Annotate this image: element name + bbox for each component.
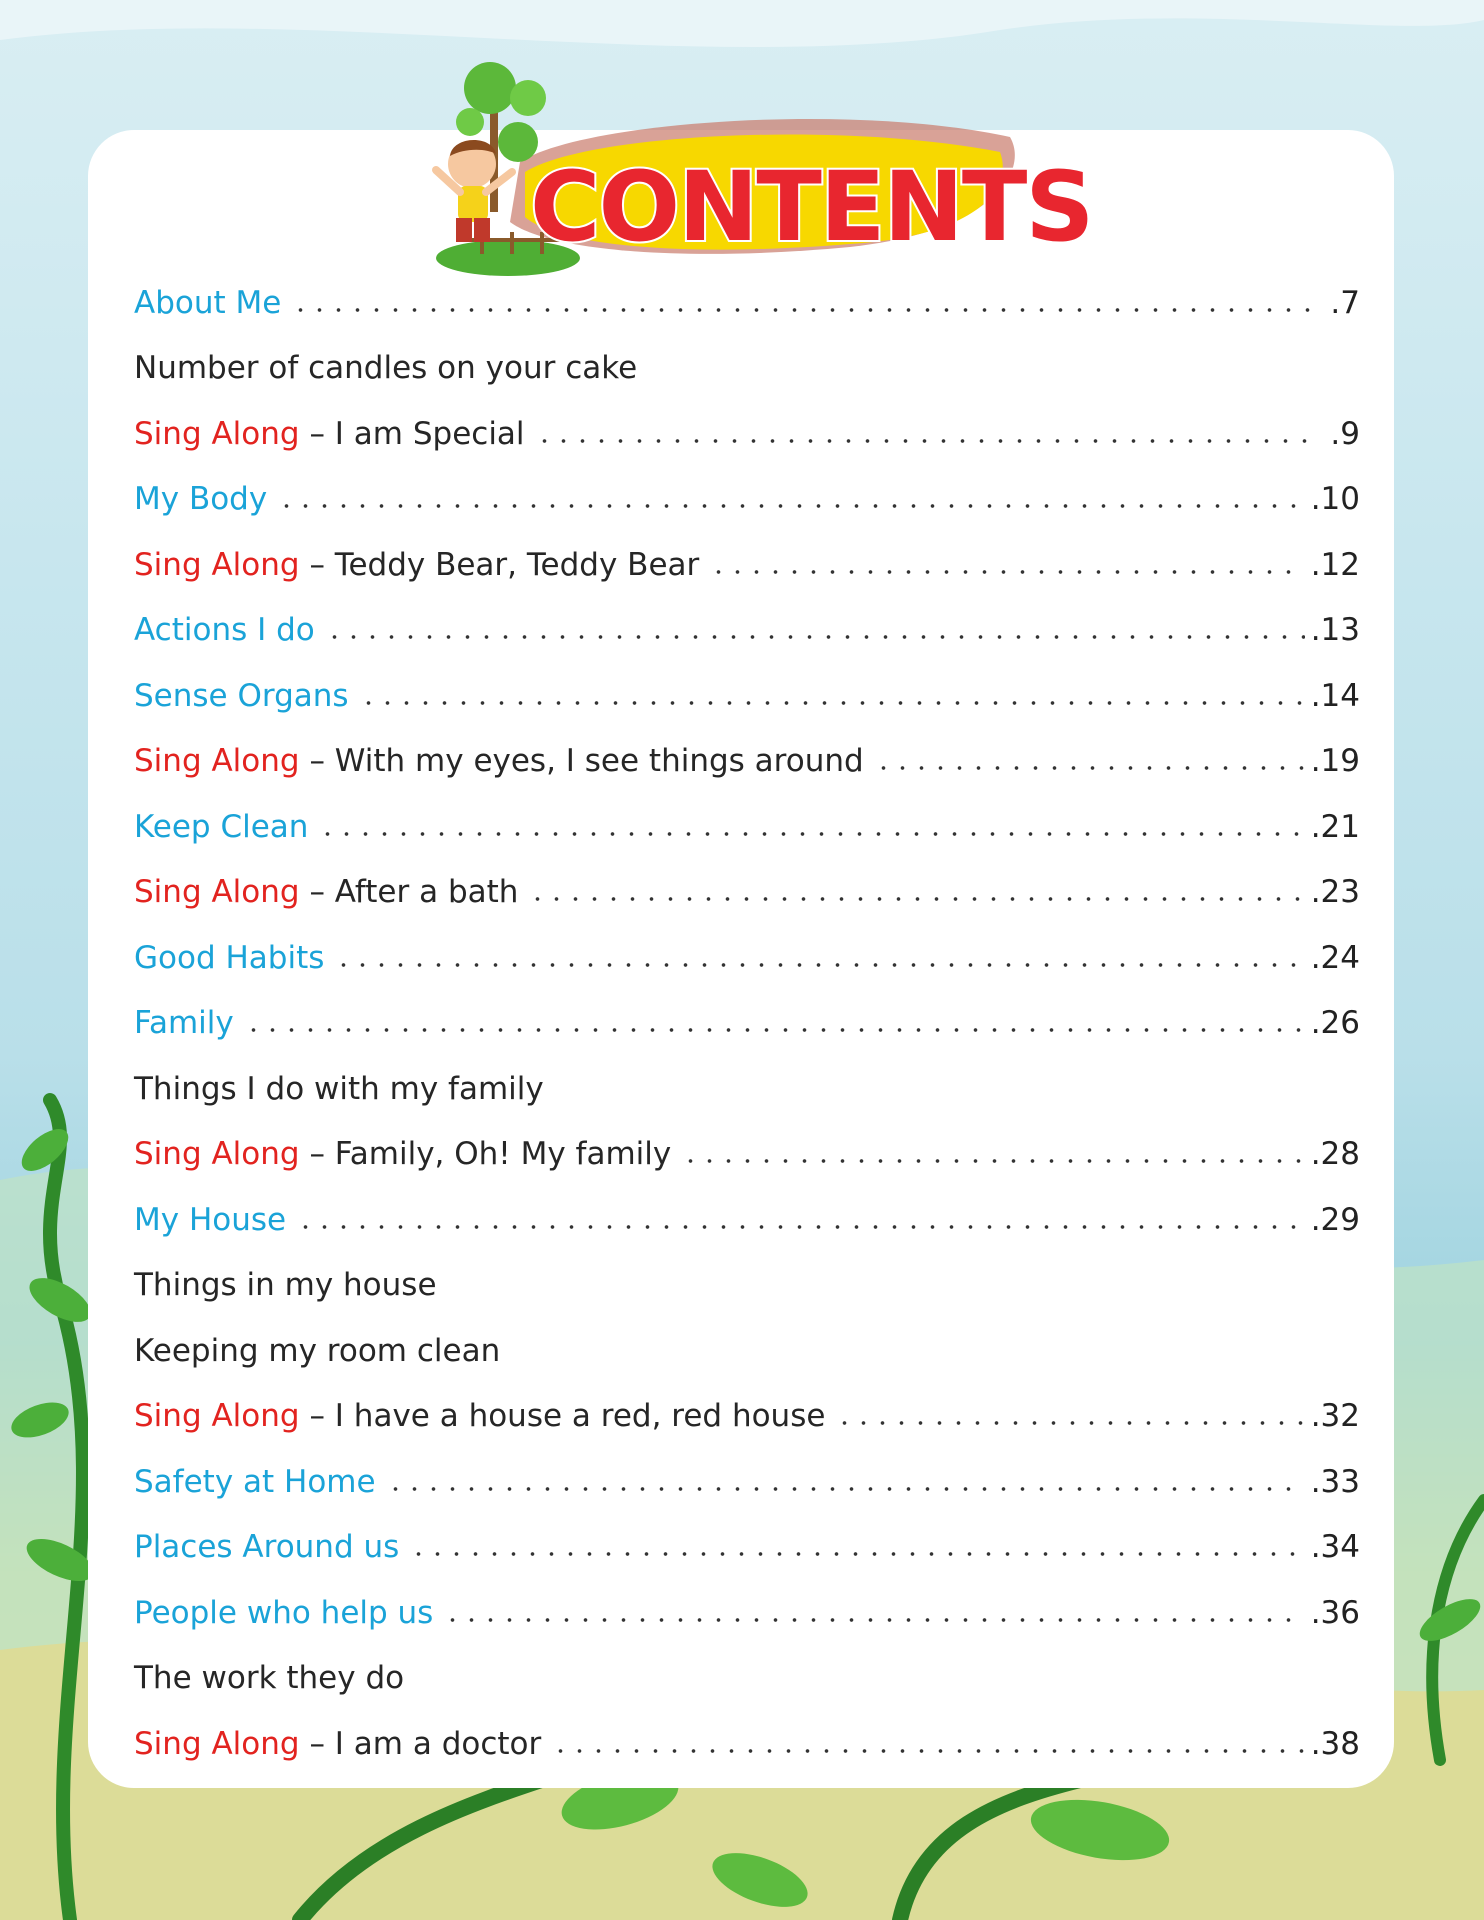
toc-entry-label — [134, 1398, 825, 1434]
toc-entry-page: .12 — [1310, 546, 1360, 583]
toc-entry[interactable] — [134, 1384, 1360, 1450]
toc-entry-title: Sing Along — [134, 743, 300, 780]
toc-entry-page: .29 — [1310, 1201, 1360, 1238]
toc-entry-label — [134, 1726, 541, 1762]
toc-entry[interactable] — [134, 1580, 1360, 1646]
toc-entry[interactable] — [134, 1253, 1360, 1319]
toc-entry-title: My Body — [134, 481, 268, 518]
toc-entry-page: .26 — [1310, 1005, 1360, 1042]
toc-entry-label — [134, 1464, 376, 1500]
toc-entry-title: Things in my house — [134, 1267, 437, 1304]
toc-entry-subtitle: – Family, Oh! My family — [299, 1136, 672, 1173]
dot-leader — [325, 635, 1305, 639]
toc-entry[interactable] — [134, 1449, 1360, 1515]
toc-entry-title: Sing Along — [134, 1136, 300, 1173]
toc-entry-label — [134, 612, 315, 648]
toc-entry-title: My House — [134, 1201, 287, 1238]
toc-entry-title: Keeping my room clean — [134, 1332, 501, 1369]
toc-entry-page: .23 — [1310, 874, 1360, 911]
toc-entry-title: Family — [134, 1005, 234, 1042]
dot-leader — [528, 897, 1304, 901]
toc-entry-subtitle: – After a bath — [299, 874, 519, 911]
dot-leader — [277, 504, 1304, 508]
toc-entry[interactable] — [134, 532, 1360, 598]
toc-entry[interactable] — [134, 1711, 1360, 1777]
toc-entry-subtitle: – With my eyes, I see things around — [299, 743, 864, 780]
dot-leader — [244, 1028, 1305, 1032]
toc-entry-title: The work they do — [134, 1660, 405, 1697]
toc-entry-subtitle: – I am a doctor — [299, 1725, 542, 1762]
toc-entry-subtitle: – I have a house a red, red house — [299, 1398, 826, 1435]
toc-entry-page: .19 — [1310, 743, 1360, 780]
toc-entry-page: .38 — [1310, 1725, 1360, 1762]
toc-entry-page: .33 — [1310, 1463, 1360, 1500]
toc-entry-title: Sing Along — [134, 546, 300, 583]
dot-leader — [681, 1159, 1304, 1163]
toc-entry-title: Places Around us — [134, 1529, 400, 1566]
toc-entry-page: .28 — [1310, 1136, 1360, 1173]
toc-entry-label — [134, 1136, 671, 1172]
toc-entry[interactable] — [134, 1056, 1360, 1122]
toc-entry-label — [134, 1595, 433, 1631]
toc-entry-label — [134, 1202, 286, 1238]
dot-leader — [334, 963, 1304, 967]
dot-leader — [535, 439, 1312, 443]
page-title: CONTENTS — [530, 151, 1093, 263]
toc-entry-title: Sing Along — [134, 874, 300, 911]
toc-entry-page: .10 — [1310, 481, 1360, 518]
toc-entry[interactable] — [134, 1122, 1360, 1188]
toc-entry-label — [134, 809, 308, 845]
dot-leader — [386, 1487, 1305, 1491]
toc-entry-title: Safety at Home — [134, 1463, 376, 1500]
toc-entry[interactable] — [134, 860, 1360, 926]
contents-header — [430, 52, 1093, 292]
toc-entry[interactable] — [134, 663, 1360, 729]
toc-entry[interactable] — [134, 794, 1360, 860]
toc-entry-label — [134, 743, 864, 779]
toc-entry-title: Sing Along — [134, 1398, 300, 1435]
toc-entry-label — [134, 285, 281, 321]
toc-entry-label — [134, 1267, 437, 1303]
toc-entry[interactable] — [134, 925, 1360, 991]
dot-leader — [709, 570, 1304, 574]
dot-leader — [409, 1552, 1304, 1556]
toc-entry[interactable] — [134, 401, 1360, 467]
toc-entry-page: .32 — [1310, 1398, 1360, 1435]
toc-entry-page: .34 — [1310, 1529, 1360, 1566]
toc-entry-title: Good Habits — [134, 939, 325, 976]
toc-entry-title: Things I do with my family — [134, 1070, 544, 1107]
toc-entry[interactable] — [134, 991, 1360, 1057]
toc-entry[interactable] — [134, 729, 1360, 795]
dot-leader — [296, 1225, 1305, 1229]
toc-entry-title: About Me — [134, 284, 282, 321]
toc-entry-page: .7 — [1330, 284, 1360, 321]
toc-entry-label — [134, 874, 518, 910]
toc-entry-label — [134, 1529, 399, 1565]
dot-leader — [359, 701, 1305, 705]
toc-entry-label — [134, 678, 349, 714]
dot-leader — [835, 1421, 1304, 1425]
toc-entry-title: Keep Clean — [134, 808, 309, 845]
toc-entry-page: .36 — [1310, 1594, 1360, 1631]
toc-entry-title: People who help us — [134, 1594, 434, 1631]
toc-entry[interactable] — [134, 1318, 1360, 1384]
toc-entry-page: .13 — [1310, 612, 1360, 649]
boy-icon — [436, 140, 512, 242]
toc-entry-title: Sense Organs — [134, 677, 349, 714]
toc-entry-page: .9 — [1330, 415, 1360, 452]
toc-entry-label — [134, 940, 324, 976]
toc-list — [134, 270, 1360, 1777]
toc-entry-page: .14 — [1310, 677, 1360, 714]
dot-leader — [318, 832, 1304, 836]
toc-entry[interactable] — [134, 270, 1360, 336]
toc-entry-label — [134, 1660, 404, 1696]
toc-entry-page: .24 — [1310, 939, 1360, 976]
toc-entry-label — [134, 1005, 234, 1041]
dot-leader — [443, 1618, 1304, 1622]
toc-entry[interactable] — [134, 467, 1360, 533]
toc-entry[interactable] — [134, 1515, 1360, 1581]
dot-leader — [551, 1749, 1304, 1753]
toc-entry-page: .21 — [1310, 808, 1360, 845]
toc-entry-title: Number of candles on your cake — [134, 350, 638, 387]
toc-entry-subtitle: – Teddy Bear, Teddy Bear — [299, 546, 700, 583]
toc-entry[interactable] — [134, 598, 1360, 664]
toc-entry-label — [134, 547, 699, 583]
dot-leader — [874, 766, 1305, 770]
toc-entry[interactable] — [134, 336, 1360, 402]
toc-entry-title: Actions I do — [134, 612, 315, 649]
toc-entry-label — [134, 350, 637, 386]
toc-entry[interactable] — [134, 1646, 1360, 1712]
toc-entry-title: Sing Along — [134, 415, 300, 452]
dot-leader — [291, 308, 1312, 312]
toc-entry-label — [134, 1333, 500, 1369]
toc-entry[interactable] — [134, 1187, 1360, 1253]
toc-entry-title: Sing Along — [134, 1725, 300, 1762]
toc-entry-label — [134, 481, 267, 517]
toc-entry-label — [134, 1071, 544, 1107]
toc-entry-label — [134, 416, 525, 452]
toc-entry-subtitle: – I am Special — [299, 415, 525, 452]
